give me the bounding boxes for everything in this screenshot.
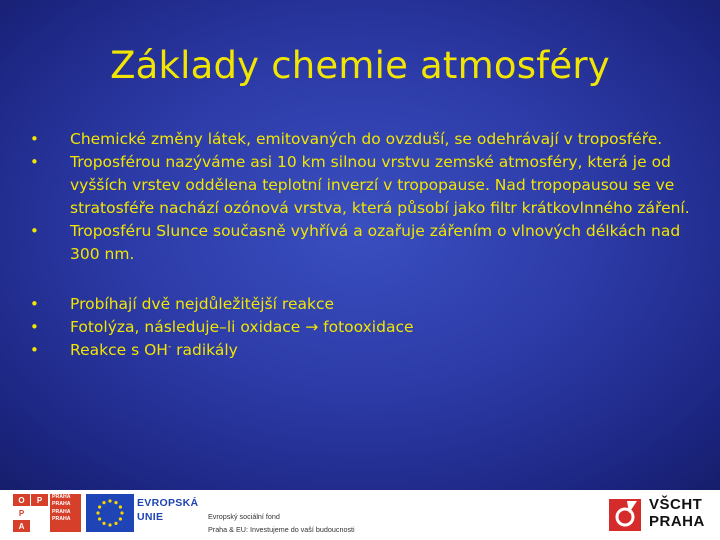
- bullet-item: [30, 128, 690, 151]
- bullet-dot-icon: [30, 316, 70, 339]
- eu-label-line1: EVROPSKÁ: [137, 497, 199, 509]
- bullet-dot-icon: [30, 339, 70, 362]
- vscht-label: [649, 496, 705, 530]
- eu-label-line2: UNIE: [137, 511, 164, 523]
- bullet-item: [30, 339, 690, 362]
- opp-name: PRAHA: [52, 494, 71, 500]
- opp-letter: O: [13, 494, 30, 506]
- opp-praha-logo: [13, 494, 81, 532]
- opp-letter: P: [31, 494, 48, 506]
- slide-title: Základy chemie atmosféry: [110, 44, 610, 87]
- esf-caption-line2: Praha & EU: Investujeme do vaší budoucnosti: [208, 525, 355, 534]
- opp-name: PRAHA: [52, 501, 71, 508]
- opp-letter: P: [13, 507, 30, 519]
- radical-suffix: radikály: [171, 341, 238, 359]
- bullet-dot-icon: [30, 128, 70, 151]
- eu-label: [137, 496, 198, 524]
- esf-caption-line1: Evropský sociální fond: [208, 512, 280, 521]
- bullet-item: [30, 316, 690, 339]
- bullet-text: Chemické změny látek, emitovaných do ovzduší, se odehrávají v troposféře.: [70, 130, 663, 148]
- opp-letter: [31, 520, 48, 532]
- bullet-text: Probíhají dvě nejdůležitější reakce: [70, 295, 335, 313]
- bullet-text: Troposféru Slunce současně vyhřívá a ozařuje zářením o vlnových délkách nad 300 nm.: [70, 222, 681, 263]
- vscht-logo-icon: [607, 495, 643, 535]
- eu-flag-icon: [86, 494, 134, 532]
- esf-caption: [208, 510, 355, 536]
- bullet-text: Troposférou nazýváme asi 10 km silnou vrstvu zemské atmosféry, která je od vyšších vrstev oddělena teplotní inverzí v tropopause. Nad tropopausou se ve stratosféře nachází ozónová vrstva, která působí jako filtr krátkovlnného záření.: [70, 153, 690, 217]
- bullet-list: [30, 128, 690, 362]
- bullet-text: Fotolýza, následuje–li oxidace → fotooxidace: [70, 318, 414, 336]
- bullet-dot-icon: [30, 293, 70, 316]
- vscht-label-line2: PRAHA: [649, 513, 705, 530]
- vscht-label-line1: VŠCHT: [649, 496, 703, 513]
- opp-letter: A: [13, 520, 30, 532]
- spacer: [30, 266, 690, 293]
- bullet-item: [30, 220, 690, 266]
- opp-letter: [31, 507, 48, 519]
- opp-names: [50, 494, 81, 532]
- radical-charge: -: [167, 341, 172, 352]
- bullet-text-radicals: [70, 339, 690, 362]
- bullet-dot-icon: [30, 151, 70, 220]
- footer-logo-bar: [0, 490, 720, 540]
- bullet-item: [30, 293, 690, 316]
- radical-prefix: Reakce s OH: [70, 341, 168, 359]
- bullet-item: [30, 151, 690, 220]
- bullet-dot-icon: [30, 220, 70, 266]
- opp-name: PRAHA: [52, 516, 71, 523]
- opp-letter-grid: [13, 494, 47, 532]
- opp-name: PRAHA: [52, 508, 71, 515]
